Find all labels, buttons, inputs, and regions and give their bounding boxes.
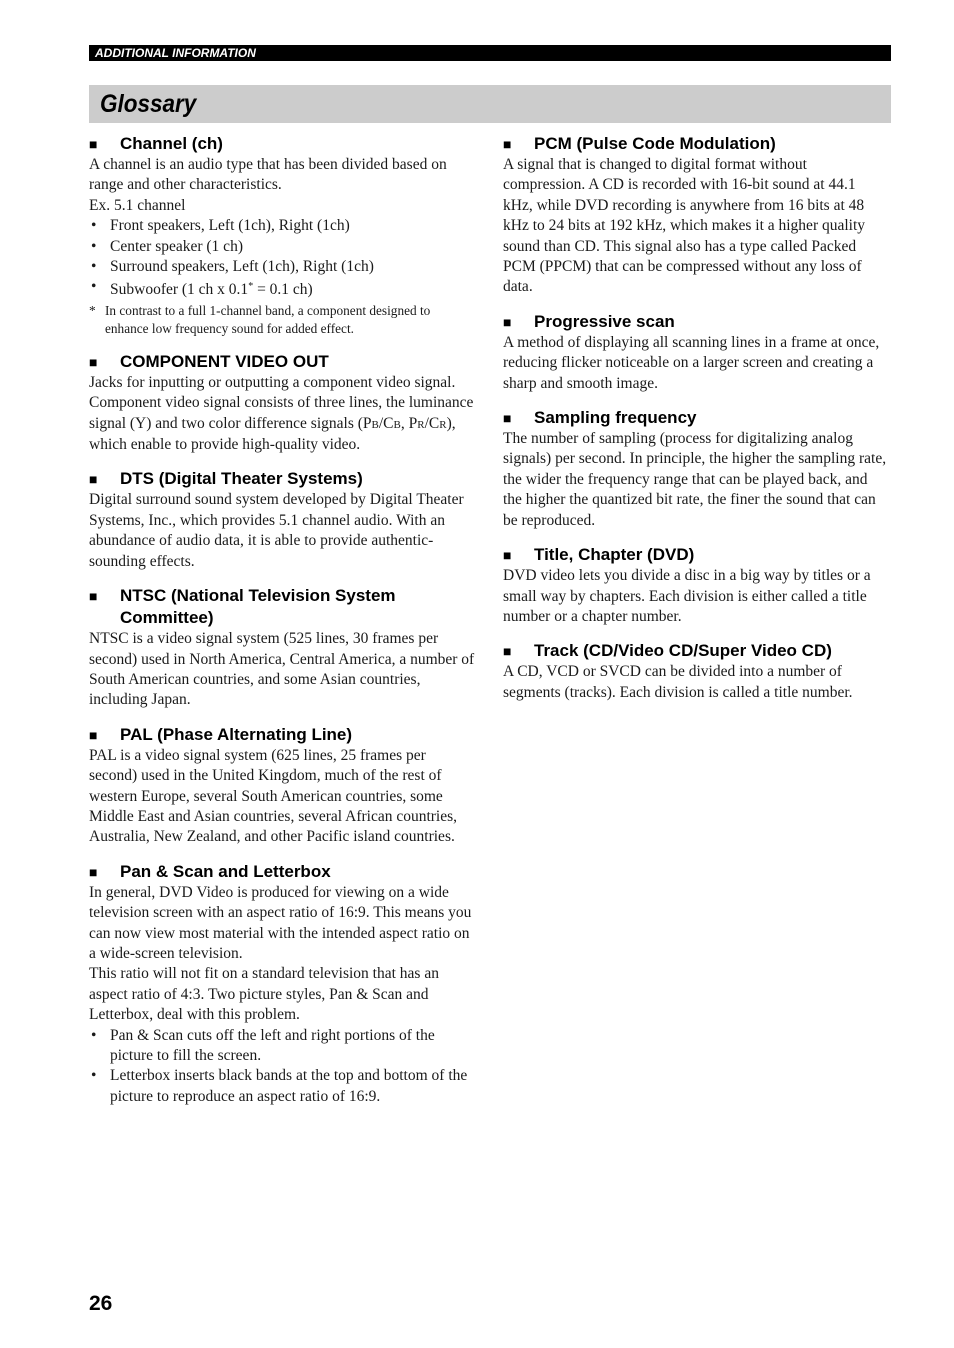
square-bullet-icon: ■ [89, 136, 98, 152]
list-item: • Pan & Scan cuts off the left and right portions of the picture to fill the screen. [89, 1026, 475, 1067]
page-number: 26 [89, 1292, 113, 1315]
entry-heading: ■ DTS (Digital Theater Systems) [89, 469, 363, 489]
list-item: • Center speaker (1 ch) [89, 237, 475, 257]
glossary-entry-title-chapter [503, 544, 889, 627]
list-item: • Letterbox inserts black bands at the top and bottom of the picture to reproduce an aspect ratio of 16:9. [89, 1066, 475, 1107]
glossary-entry-dts [89, 468, 475, 572]
glossary-entry-pal [89, 724, 475, 848]
entry-body: A channel is an audio type that has been divided based on range and other characteristics. [89, 156, 447, 194]
entry-body: This ratio will not fit on a standard television that has an aspect ratio of 4:3. Two picture styles, Pan & Scan and Letterbox, deal with this problem. [89, 965, 439, 1024]
entry-body: DVD video lets you divide a disc in a big way by titles or a small way by chapters. Each division is either called a title number or a chapter number. [503, 567, 871, 625]
glossary-entry-track [503, 640, 889, 703]
entry-body: In general, DVD Video is produced for viewing on a wide television screen with an aspect ratio of 16:9. This means you can now view most material with the intended aspect ratio on a wide-screen television. [89, 883, 472, 962]
entry-heading: ■ NTSC (National Television System Committee) [89, 586, 396, 628]
section-header-bar [89, 45, 891, 61]
square-bullet-icon: ■ [89, 726, 98, 743]
entry-body: The number of sampling (process for digitalizing analog signals) per second. In principle, the higher the sampling rate, the wider the frequency range that can be played back, and the higher the quantized bit rate, the finer the sound that can be reproduced. [503, 430, 887, 529]
bullet-list [89, 216, 475, 301]
entry-body: Digital surround sound system developed by Digital Theater Systems, Inc., which provides 5.1 channel audio. With an abundance of audio data, it is able to provide authentic-sounding effects. [89, 491, 464, 570]
entry-body: NTSC is a video signal system (525 lines, 30 frames per second) used in North America, Central America, a number of South American countries, and some Asian countries, including Japan. [89, 630, 475, 709]
section-label: ADDITIONAL INFORMATION [95, 46, 256, 60]
entry-body: A method of displaying all scanning lines in a frame at once, reducing flicker noticeable on a larger screen and creating a sharp and smooth image. [503, 333, 880, 392]
footnote: * In contrast to a full 1-channel band, a component designed to enhance low frequency sound for added effect. [89, 302, 431, 336]
square-bullet-icon: ■ [503, 313, 512, 330]
entry-heading: ■ Pan & Scan and Letterbox [89, 861, 331, 881]
square-bullet-icon: ■ [503, 643, 512, 660]
list-item: • Subwoofer (1 ch x 0.1* = 0.1 ch) [89, 277, 475, 300]
entry-body: A signal that is changed to digital format without compression. A CD is recorded with 16-bit sound at 44.1 kHz, while DVD recording is anywhere from 16 bits at 48 kHz to 24 bits at 192 kHz, which makes it a higher quality sound than CD. This signal also has a type called Packed PCM (PPCM) that can be compressed without any loss of data. [503, 156, 866, 296]
glossary-entry-pcm [503, 133, 889, 298]
entry-body: A CD, VCD or SVCD can be divided into a number of segments (tracks). Each division is called a title number. [503, 663, 853, 701]
square-bullet-icon: ■ [89, 353, 98, 370]
right-column [503, 133, 889, 703]
entry-heading: ■ Sampling frequency [503, 408, 697, 428]
asterisk-marker: * [89, 302, 96, 318]
square-bullet-icon: ■ [503, 547, 512, 564]
page-title: Glossary [100, 90, 197, 118]
entry-heading: ■ Title, Chapter (DVD) [503, 545, 695, 565]
list-item: • Front speakers, Left (1ch), Right (1ch) [89, 216, 475, 236]
glossary-entry-sampling-frequency [503, 407, 889, 531]
entry-heading: ■ Track (CD/Video CD/Super Video CD) [503, 641, 832, 661]
bullet-list [89, 1026, 475, 1108]
glossary-entry-ntsc [89, 585, 475, 711]
list-item: • Surround speakers, Left (1ch), Right (1ch) [89, 257, 475, 277]
square-bullet-icon: ■ [89, 471, 98, 488]
glossary-entry-pan-scan [89, 861, 475, 1107]
entry-body: Jacks for inputting or outputting a component video signal. Component video signal consists of three lines, the luminance signal (Y) and two color difference signals (PB/CB, PR/CR), which enable to provide high-quality video. [89, 373, 474, 454]
glossary-entry-component-video-out [89, 351, 475, 456]
square-bullet-icon: ■ [89, 863, 98, 880]
square-bullet-icon: ■ [503, 136, 512, 152]
glossary-entry-channel [89, 133, 475, 338]
square-bullet-icon: ■ [503, 410, 512, 427]
entry-body: PAL is a video signal system (625 lines, 25 frames per second) used in the United Kingdom, much of the rest of western Europe, several South American countries, some Middle East and Asian countries, several African countries, Australia, New Zealand, and other Pacific island countries. [89, 746, 458, 846]
square-bullet-icon: ■ [89, 588, 98, 605]
title-bar [89, 85, 891, 123]
glossary-entry-progressive-scan [503, 311, 889, 394]
entry-heading: ■ PAL (Phase Alternating Line) [89, 724, 353, 744]
entry-heading: ■ Progressive scan [503, 311, 675, 331]
entry-heading: ■ COMPONENT VIDEO OUT [89, 351, 329, 371]
entry-example: Ex. 5.1 channel [89, 196, 186, 214]
entry-heading: ■ PCM (Pulse Code Modulation) [503, 134, 776, 153]
entry-heading: ■ Channel (ch) [89, 134, 223, 153]
left-column [89, 133, 475, 1107]
